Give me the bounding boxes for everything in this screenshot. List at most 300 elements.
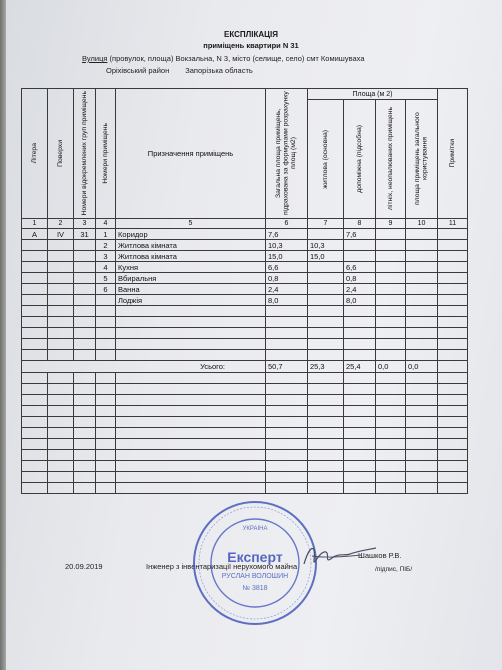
- empty-cell: [308, 328, 344, 339]
- empty-cell: [74, 384, 96, 395]
- column-number: 5: [116, 219, 266, 229]
- table-row: [22, 251, 468, 262]
- empty-cell: [48, 306, 74, 317]
- column-number: 11: [438, 219, 468, 229]
- empty-cell: [22, 328, 48, 339]
- empty-cell: [96, 339, 116, 350]
- empty-row: [22, 461, 468, 472]
- empty-cell: [74, 339, 96, 350]
- column-number: 9: [376, 219, 406, 229]
- empty-cell: [96, 428, 116, 439]
- total-area-cell: 2,4: [266, 284, 308, 295]
- total-row: [22, 361, 468, 373]
- empty-cell: [96, 384, 116, 395]
- litera-cell: [22, 295, 48, 306]
- common-area-sum: 0,0: [406, 361, 438, 373]
- litera-cell: [22, 240, 48, 251]
- group-cell: [74, 273, 96, 284]
- living-area-cell: [308, 229, 344, 240]
- header-room-num: Номери приміщень: [96, 89, 116, 219]
- empty-cell: [344, 350, 376, 361]
- address-line-1-rest: (провулок, площа) Вокзальна, N 3, місто (селище, село) смт Комишуваха: [107, 54, 365, 63]
- empty-cell: [376, 417, 406, 428]
- group-cell: 31: [74, 229, 96, 240]
- address-street-word: Вулиця: [82, 54, 108, 63]
- empty-row: [22, 373, 468, 384]
- empty-cell: [116, 450, 266, 461]
- table-row: [22, 262, 468, 273]
- summer-area-cell: [376, 284, 406, 295]
- summer-area-sum: 0,0: [376, 361, 406, 373]
- empty-cell: [74, 395, 96, 406]
- room-name-cell: Кухня: [116, 262, 266, 273]
- note-cell: [438, 240, 468, 251]
- empty-cell: [438, 406, 468, 417]
- empty-cell: [344, 439, 376, 450]
- empty-cell: [48, 450, 74, 461]
- binder-marks: [2, 40, 16, 110]
- empty-cell: [344, 373, 376, 384]
- empty-cell: [344, 395, 376, 406]
- header-living: житлова (основна): [308, 100, 344, 219]
- aux-area-cell: 0,8: [344, 273, 376, 284]
- empty-row: [22, 417, 468, 428]
- common-area-cell: [406, 251, 438, 262]
- header-auxiliary: допоміжна (підсобна): [344, 100, 376, 219]
- empty-cell: [116, 317, 266, 328]
- room-name-cell: Житлова кімната: [116, 240, 266, 251]
- empty-cell: [344, 328, 376, 339]
- room-number-cell: 5: [96, 273, 116, 284]
- empty-cell: [266, 317, 308, 328]
- empty-cell: [438, 483, 468, 494]
- living-area-sum: 25,3: [308, 361, 344, 373]
- empty-cell: [376, 483, 406, 494]
- signature-caption: /підпис, ПІБ/: [375, 566, 413, 573]
- empty-cell: [308, 428, 344, 439]
- empty-cell: [116, 339, 266, 350]
- empty-row: [22, 328, 468, 339]
- header-common-use: площа приміщень загального користування: [406, 100, 438, 219]
- empty-cell: [406, 395, 438, 406]
- empty-cell: [406, 373, 438, 384]
- empty-cell: [116, 328, 266, 339]
- column-numbers-row: [22, 219, 468, 229]
- empty-cell: [48, 373, 74, 384]
- empty-cell: [438, 395, 468, 406]
- living-area-cell: [308, 284, 344, 295]
- empty-cell: [266, 472, 308, 483]
- empty-cell: [22, 306, 48, 317]
- empty-cell: [116, 472, 266, 483]
- common-area-cell: [406, 273, 438, 284]
- empty-cell: [116, 373, 266, 384]
- summer-area-cell: [376, 251, 406, 262]
- empty-cell: [344, 428, 376, 439]
- empty-cell: [308, 350, 344, 361]
- empty-cell: [406, 417, 438, 428]
- empty-cell: [22, 428, 48, 439]
- empty-cell: [116, 406, 266, 417]
- empty-cell: [376, 450, 406, 461]
- header-summer: літніх, неопалюваних приміщень: [376, 100, 406, 219]
- empty-row: [22, 472, 468, 483]
- empty-cell: [48, 439, 74, 450]
- empty-cell: [48, 328, 74, 339]
- address-line-2: [106, 66, 253, 75]
- empty-cell: [344, 450, 376, 461]
- living-area-cell: [308, 262, 344, 273]
- empty-cell: [96, 439, 116, 450]
- column-number: 2: [48, 219, 74, 229]
- document-subtitle: приміщень квартири N 31: [203, 41, 299, 50]
- empty-cell: [308, 483, 344, 494]
- empty-cell: [96, 461, 116, 472]
- empty-cell: [22, 439, 48, 450]
- empty-cell: [376, 406, 406, 417]
- empty-cell: [96, 406, 116, 417]
- empty-cell: [48, 472, 74, 483]
- empty-cell: [438, 373, 468, 384]
- empty-cell: [74, 450, 96, 461]
- empty-row: [22, 306, 468, 317]
- room-name-cell: Ванна: [116, 284, 266, 295]
- column-number: 7: [308, 219, 344, 229]
- empty-cell: [266, 373, 308, 384]
- empty-cell: [308, 461, 344, 472]
- room-number-cell: 6: [96, 284, 116, 295]
- room-name-cell: Житлова кімната: [116, 251, 266, 262]
- living-area-cell: 15,0: [308, 251, 344, 262]
- empty-cell: [22, 461, 48, 472]
- floor-cell: [48, 240, 74, 251]
- room-name-cell: Коридор: [116, 229, 266, 240]
- empty-cell: [266, 461, 308, 472]
- header-group-num: Номери відокремлених груп приміщень: [74, 89, 96, 219]
- column-number: 4: [96, 219, 116, 229]
- empty-row: [22, 406, 468, 417]
- empty-cell: [438, 339, 468, 350]
- empty-cell: [438, 461, 468, 472]
- aux-area-cell: [344, 240, 376, 251]
- living-area-cell: 10,3: [308, 240, 344, 251]
- empty-cell: [116, 350, 266, 361]
- empty-cell: [376, 472, 406, 483]
- empty-row: [22, 450, 468, 461]
- empty-cell: [74, 373, 96, 384]
- floor-cell: [48, 284, 74, 295]
- table-row: [22, 273, 468, 284]
- empty-cell: [22, 339, 48, 350]
- empty-cell: [22, 472, 48, 483]
- empty-cell: [376, 317, 406, 328]
- empty-cell: [266, 439, 308, 450]
- empty-cell: [74, 461, 96, 472]
- empty-cell: [22, 417, 48, 428]
- note-cell: [438, 229, 468, 240]
- note-cell: [438, 273, 468, 284]
- common-area-cell: [406, 229, 438, 240]
- empty-cell: [266, 384, 308, 395]
- empty-cell: [266, 428, 308, 439]
- room-name-cell: Лоджія: [116, 295, 266, 306]
- empty-row: [22, 483, 468, 494]
- aux-area-cell: 8,0: [344, 295, 376, 306]
- signer-name: Шашков Р.В.: [358, 551, 402, 560]
- room-number-cell: 2: [96, 240, 116, 251]
- header-area-group: Площа (м 2): [308, 89, 438, 100]
- empty-cell: [406, 450, 438, 461]
- empty-cell: [344, 384, 376, 395]
- empty-cell: [376, 350, 406, 361]
- empty-cell: [96, 450, 116, 461]
- empty-cell: [308, 339, 344, 350]
- common-area-cell: [406, 295, 438, 306]
- empty-cell: [308, 373, 344, 384]
- empty-cell: [96, 472, 116, 483]
- empty-cell: [22, 450, 48, 461]
- empty-cell: [406, 461, 438, 472]
- signature-date: 20.09.2019: [65, 562, 103, 571]
- aux-area-cell: 2,4: [344, 284, 376, 295]
- aux-area-cell: 7,6: [344, 229, 376, 240]
- empty-cell: [266, 417, 308, 428]
- empty-row: [22, 350, 468, 361]
- empty-row: [22, 384, 468, 395]
- total-area-cell: 6,6: [266, 262, 308, 273]
- empty-cell: [438, 306, 468, 317]
- empty-cell: [266, 406, 308, 417]
- summer-area-cell: [376, 262, 406, 273]
- empty-cell: [406, 428, 438, 439]
- empty-cell: [438, 472, 468, 483]
- total-area-cell: 15,0: [266, 251, 308, 262]
- room-name-cell: Вбиральня: [116, 273, 266, 284]
- header-poverkh: Поверхи: [48, 89, 74, 219]
- empty-row: [22, 339, 468, 350]
- column-number: 6: [266, 219, 308, 229]
- empty-cell: [22, 483, 48, 494]
- empty-cell: [116, 439, 266, 450]
- room-number-cell: 4: [96, 262, 116, 273]
- region: Запорізька область: [185, 66, 253, 75]
- empty-cell: [344, 317, 376, 328]
- empty-cell: [308, 406, 344, 417]
- empty-cell: [22, 350, 48, 361]
- empty-cell: [308, 450, 344, 461]
- empty-cell: [74, 483, 96, 494]
- total-area-cell: 8,0: [266, 295, 308, 306]
- litera-cell: [22, 262, 48, 273]
- aux-area-cell: 6,6: [344, 262, 376, 273]
- empty-cell: [74, 317, 96, 328]
- note-cell: [438, 284, 468, 295]
- group-cell: [74, 240, 96, 251]
- living-area-cell: [308, 295, 344, 306]
- empty-cell: [344, 461, 376, 472]
- floor-cell: [48, 251, 74, 262]
- empty-cell: [376, 328, 406, 339]
- stamp-number: № 3818: [242, 585, 268, 592]
- empty-cell: [116, 395, 266, 406]
- empty-cell: [266, 395, 308, 406]
- total-area-cell: 0,8: [266, 273, 308, 284]
- empty-row: [22, 439, 468, 450]
- empty-cell: [96, 417, 116, 428]
- header-litera: Літера: [22, 89, 48, 219]
- summer-area-cell: [376, 273, 406, 284]
- empty-cell: [308, 317, 344, 328]
- summer-area-cell: [376, 240, 406, 251]
- total-area-cell: 10,3: [266, 240, 308, 251]
- common-area-cell: [406, 284, 438, 295]
- empty-cell: [48, 384, 74, 395]
- empty-cell: [376, 384, 406, 395]
- empty-cell: [22, 317, 48, 328]
- group-cell: [74, 284, 96, 295]
- group-cell: [74, 251, 96, 262]
- empty-cell: [438, 328, 468, 339]
- empty-cell: [96, 395, 116, 406]
- empty-cell: [406, 306, 438, 317]
- empty-cell: [344, 417, 376, 428]
- empty-cell: [344, 406, 376, 417]
- empty-cell: [22, 373, 48, 384]
- empty-cell: [266, 450, 308, 461]
- empty-cell: [308, 439, 344, 450]
- empty-cell: [406, 384, 438, 395]
- empty-cell: [438, 450, 468, 461]
- empty-cell: [116, 428, 266, 439]
- empty-cell: [376, 306, 406, 317]
- empty-row: [22, 428, 468, 439]
- litera-cell: [22, 284, 48, 295]
- empty-cell: [406, 328, 438, 339]
- empty-cell: [74, 350, 96, 361]
- note-cell: [438, 295, 468, 306]
- header-notes: Примітки: [438, 89, 468, 219]
- empty-cell: [116, 417, 266, 428]
- empty-cell: [96, 483, 116, 494]
- empty-cell: [96, 350, 116, 361]
- table-row: [22, 284, 468, 295]
- signer-role: Інженер з інвентаризації нерухомого майна: [146, 562, 298, 571]
- empty-cell: [48, 339, 74, 350]
- living-area-cell: [308, 273, 344, 284]
- empty-cell: [96, 306, 116, 317]
- empty-cell: [48, 461, 74, 472]
- empty-cell: [376, 439, 406, 450]
- total-area-cell: 7,6: [266, 229, 308, 240]
- room-number-cell: 3: [96, 251, 116, 262]
- empty-cell: [344, 339, 376, 350]
- litera-cell: [22, 251, 48, 262]
- empty-cell: [74, 328, 96, 339]
- note-cell: [438, 262, 468, 273]
- empty-cell: [48, 395, 74, 406]
- empty-cell: [406, 339, 438, 350]
- empty-cell: [266, 350, 308, 361]
- district: Оріхівський район: [106, 66, 170, 75]
- empty-cell: [308, 384, 344, 395]
- header-purpose: Призначення приміщень: [116, 89, 266, 219]
- empty-cell: [344, 306, 376, 317]
- empty-cell: [22, 384, 48, 395]
- empty-cell: [48, 483, 74, 494]
- empty-cell: [308, 472, 344, 483]
- empty-cell: [74, 417, 96, 428]
- column-number: 1: [22, 219, 48, 229]
- empty-cell: [22, 395, 48, 406]
- handwritten-signature: [300, 538, 380, 572]
- empty-cell: [116, 384, 266, 395]
- room-number-cell: 1: [96, 229, 116, 240]
- empty-cell: [308, 395, 344, 406]
- empty-cell: [22, 406, 48, 417]
- common-area-cell: [406, 240, 438, 251]
- empty-cell: [48, 417, 74, 428]
- empty-cell: [376, 373, 406, 384]
- empty-cell: [376, 339, 406, 350]
- empty-cell: [74, 406, 96, 417]
- column-number: 8: [344, 219, 376, 229]
- empty-cell: [344, 472, 376, 483]
- empty-cell: [266, 339, 308, 350]
- empty-cell: [74, 306, 96, 317]
- stamp-country: УКРАЇНА: [242, 526, 268, 532]
- floor-cell: [48, 262, 74, 273]
- litera-cell: [22, 273, 48, 284]
- empty-cell: [344, 483, 376, 494]
- summer-area-cell: [376, 229, 406, 240]
- empty-cell: [74, 439, 96, 450]
- table-row: [22, 295, 468, 306]
- empty-cell: [48, 428, 74, 439]
- stamp-name: РУСЛАН ВОЛОШИН: [221, 573, 289, 580]
- group-cell: [74, 262, 96, 273]
- litera-cell: А: [22, 229, 48, 240]
- empty-cell: [266, 483, 308, 494]
- empty-cell: [406, 472, 438, 483]
- empty-cell: [438, 428, 468, 439]
- note-sum: [438, 361, 468, 373]
- empty-cell: [266, 328, 308, 339]
- summer-area-cell: [376, 295, 406, 306]
- empty-cell: [406, 350, 438, 361]
- empty-cell: [376, 395, 406, 406]
- room-number-cell: [96, 295, 116, 306]
- empty-row: [22, 317, 468, 328]
- empty-cell: [438, 439, 468, 450]
- empty-cell: [48, 317, 74, 328]
- floor-cell: IV: [48, 229, 74, 240]
- explication-table: [21, 88, 468, 494]
- empty-cell: [406, 439, 438, 450]
- empty-cell: [438, 384, 468, 395]
- empty-cell: [96, 373, 116, 384]
- empty-row: [22, 395, 468, 406]
- empty-cell: [116, 483, 266, 494]
- empty-cell: [308, 306, 344, 317]
- column-number: 3: [74, 219, 96, 229]
- floor-cell: [48, 295, 74, 306]
- header-total-area: Загальна площа приміщень, підрахована за формулами розрахунку площ (м2): [266, 89, 308, 219]
- empty-cell: [48, 350, 74, 361]
- address-line-1: [82, 54, 365, 63]
- aux-area-cell: [344, 251, 376, 262]
- empty-cell: [116, 306, 266, 317]
- total-area-sum: 50,7: [266, 361, 308, 373]
